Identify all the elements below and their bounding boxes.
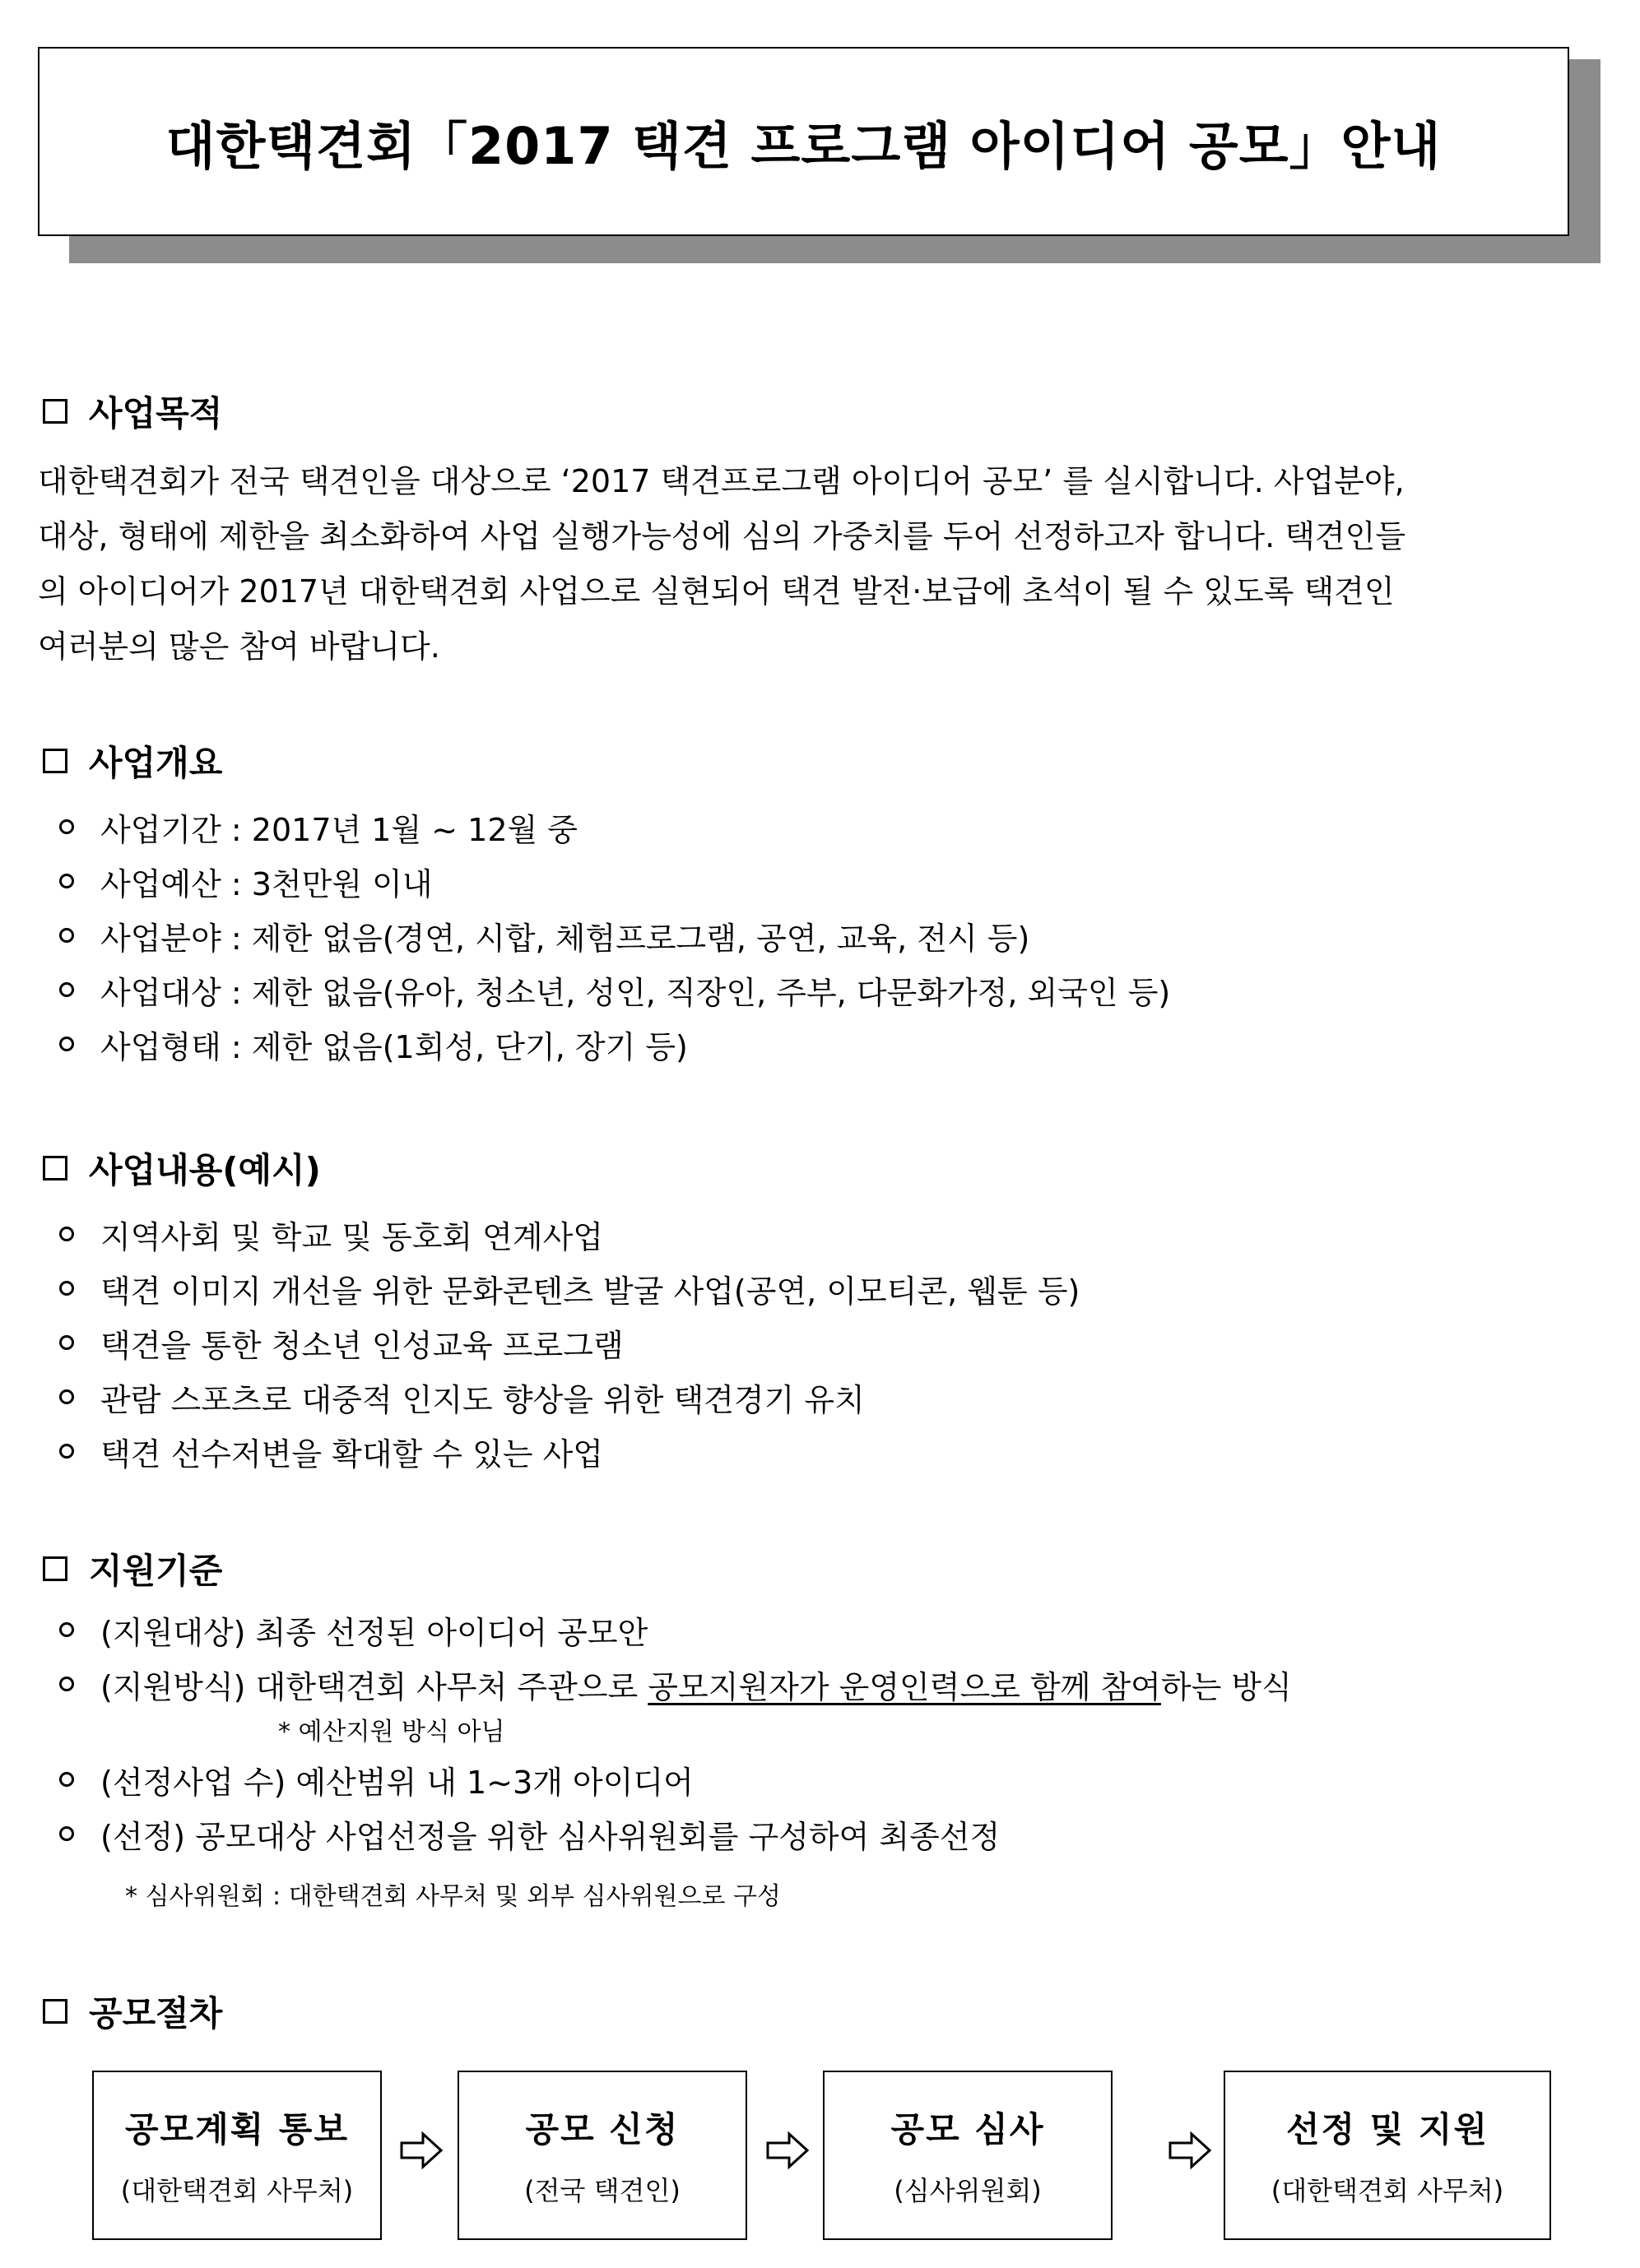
step-title: 공모 신청 (525, 2109, 680, 2150)
section-heading-procedure (43, 1987, 222, 2036)
checkbox-square-icon (43, 1556, 67, 1581)
circle-bullet-icon (59, 1227, 74, 1241)
outline-right-arrow-icon (1168, 2131, 1211, 2170)
procedure-step-2 (458, 2071, 747, 2240)
list-item: (선정) 공모대상 사업선정을 위한 심사위원회를 구성하여 최종선정 (59, 1807, 1000, 1861)
title-box (38, 47, 1569, 236)
purpose-line: 대한택견회가 전국 택견인을 대상으로 ‘2017 택견프로그램 아이디어 공모’ 를 실시합니다. 사업분야, (38, 463, 1405, 499)
circle-bullet-icon (59, 928, 74, 943)
outline-right-arrow-icon (400, 2131, 443, 2170)
procedure-step-1 (92, 2071, 382, 2240)
criteria-list-b (59, 1752, 1000, 1861)
step-subtitle: (대한택견회 사무처) (120, 2175, 354, 2206)
list-item: 사업예산 : 3천만원 이내 (59, 854, 1170, 908)
list-item: 사업기간 : 2017년 1월 ~ 12월 중 (59, 800, 1170, 854)
step-title: 공모계획 통보 (124, 2109, 350, 2150)
step-title: 선정 및 지원 (1285, 2109, 1489, 2150)
purpose-line: 대상, 형태에 제한을 최소화하여 사업 실행가능성에 심의 가중치를 두어 선정하고자 합니다. 택견인들 (38, 518, 1406, 554)
step-title: 공모 심사 (890, 2109, 1045, 2150)
note-committee: * 심사위원회 : 대한택견회 사무처 및 외부 심사위원으로 구성 (125, 1882, 781, 1911)
list-item: (지원방식) 대한택견회 사무처 주관으로 공모지원자가 운영인력으로 함께 참여 하는 방식 (59, 1657, 1292, 1711)
note-budget: * 예산지원 방식 아님 (278, 1718, 505, 1746)
step-subtitle: (심사위원회) (894, 2175, 1042, 2206)
section-heading-criteria (43, 1544, 222, 1593)
circle-bullet-icon (59, 1772, 74, 1787)
section-heading-label: 사업개요 (89, 743, 223, 783)
section-heading-content (43, 1143, 321, 1193)
list-item: 택견 이미지 개선을 위한 문화콘텐츠 발굴 사업(공연, 이모티콘, 웹툰 등) (59, 1261, 1080, 1315)
list-item: 지역사회 및 학교 및 동호회 연계사업 (59, 1207, 1080, 1261)
section-heading-label: 지원기준 (89, 1551, 223, 1591)
section-heading-purpose (43, 387, 222, 436)
purpose-line: 여러분의 많은 참여 바랍니다. (38, 628, 440, 665)
circle-bullet-icon (59, 1037, 74, 1051)
list-item: 관람 스포츠로 대중적 인지도 향상을 위한 택견경기 유치 (59, 1370, 1080, 1424)
list-item: 택견 선수저변을 확대할 수 있는 사업 (59, 1424, 1080, 1478)
underlined-text: 공모지원자가 운영인력으로 함께 참여 (648, 1668, 1161, 1705)
list-item: (선정사업 수) 예산범위 내 1~3개 아이디어 (59, 1752, 1000, 1807)
step-subtitle: (대한택견회 사무처) (1271, 2175, 1504, 2206)
checkbox-square-icon (43, 1999, 67, 2024)
overview-list (59, 800, 1170, 1071)
list-item: 사업형태 : 제한 없음(1회성, 단기, 장기 등) (59, 1017, 1170, 1071)
section-heading-label: 공모절차 (89, 1993, 223, 2034)
circle-bullet-icon (59, 1281, 74, 1296)
circle-bullet-icon (59, 1622, 74, 1637)
list-item: (지원대상) 최종 선정된 아이디어 공모안 (59, 1602, 1292, 1657)
circle-bullet-icon (59, 1826, 74, 1841)
purpose-line: 의 아이디어가 2017년 대한택견회 사업으로 실현되어 택견 발전·보급에 초석이 될 수 있도록 택견인 (38, 573, 1395, 610)
circle-bullet-icon (59, 1335, 74, 1350)
circle-bullet-icon (59, 1389, 74, 1404)
criteria-list-a (59, 1602, 1292, 1711)
list-item: 택견을 통한 청소년 인성교육 프로그램 (59, 1315, 1080, 1370)
procedure-step-4 (1224, 2071, 1551, 2240)
circle-bullet-icon (59, 819, 74, 834)
content-list (59, 1207, 1080, 1478)
checkbox-square-icon (43, 749, 67, 773)
step-subtitle: (전국 택견인) (524, 2175, 681, 2206)
circle-bullet-icon (59, 982, 74, 997)
circle-bullet-icon (59, 1677, 74, 1691)
list-item: 사업분야 : 제한 없음(경연, 시합, 체험프로그램, 공연, 교육, 전시 등) (59, 908, 1170, 962)
outline-right-arrow-icon (766, 2131, 809, 2170)
checkbox-square-icon (43, 399, 67, 424)
procedure-step-3 (823, 2071, 1113, 2240)
section-heading-label: 사업내용(예시) (89, 1150, 321, 1190)
circle-bullet-icon (59, 1444, 74, 1459)
section-heading-label: 사업목적 (89, 393, 223, 434)
circle-bullet-icon (59, 874, 74, 888)
page-title: 대한택견회「2017 택견 프로그램 아이디어 공모」안내 (165, 115, 1442, 176)
purpose-paragraph (38, 454, 1601, 675)
checkbox-square-icon (43, 1156, 67, 1180)
section-heading-overview (43, 736, 222, 786)
list-item: 사업대상 : 제한 없음(유아, 청소년, 성인, 직장인, 주부, 다문화가정, 외국인 등) (59, 962, 1170, 1017)
